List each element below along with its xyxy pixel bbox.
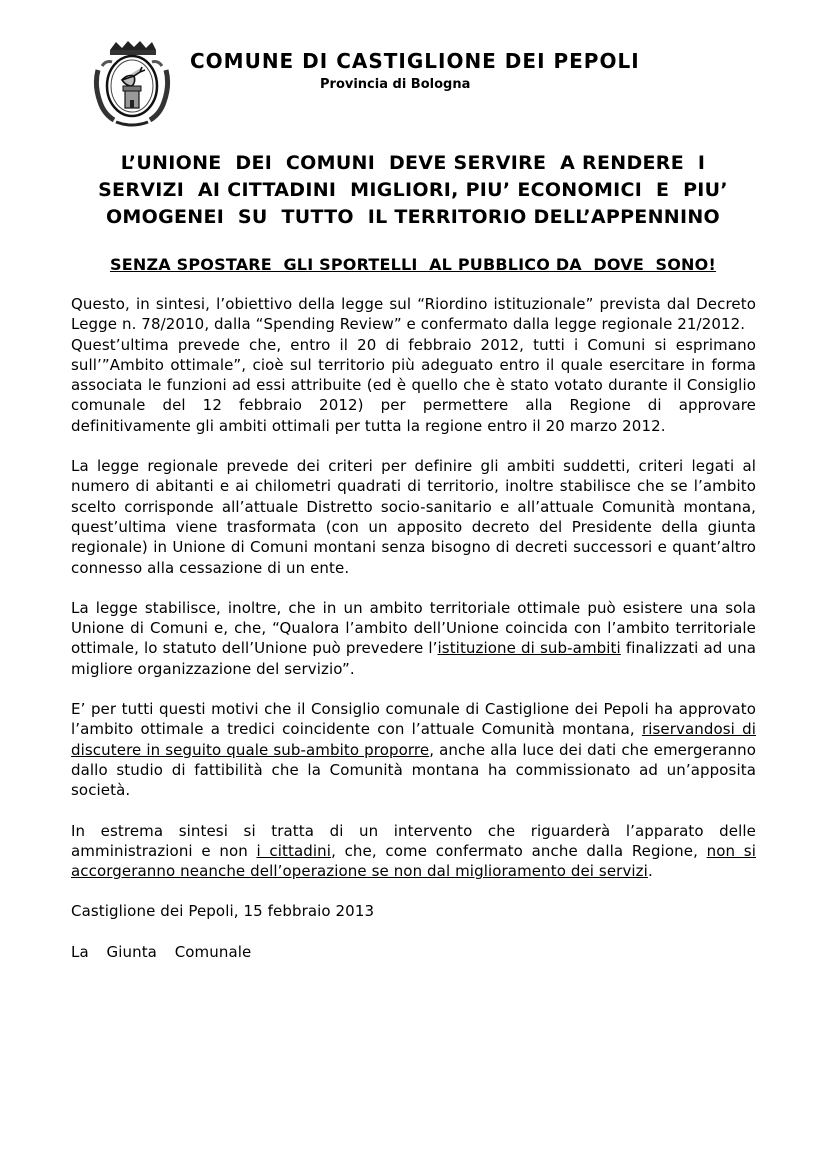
paragraph-5-text-a: E’ per tutti questi motivi che il Consiglio comunale di Castiglione dei Pepoli ha approvato l’ambito ottimale a tredici coincidente con l’attuale Comunità montana, (71, 700, 756, 739)
headline-line-2: SERVIZI AI CITTADINI MIGLIORI, PIU’ ECONOMICI E PIU’ (98, 179, 728, 201)
paragraph-4 (71, 598, 756, 679)
paragraph-6-text-b: , che, come confermato anche dalla Regione, (331, 841, 707, 860)
underlined-phrase-sub-ambiti: istituzione di sub-ambiti (437, 639, 621, 658)
paragraph-2: Quest’ultima prevede che, entro il 20 di febbraio 2012, tutti i Comuni si esprimano sull’”Ambito ottimale”, cioè sul territorio più adeguato entro il quale esercitare in forma associata le funzioni ad essi attribuite (ed è quello che è stato votato durante il Consiglio comunale del 12 febbraio 2012) per permettere alla Regione di approvare definitivamente gli ambiti ottimali per tutta la regione entro il 20 marzo 2012. (71, 335, 756, 435)
paragraph-3: La legge regionale prevede dei criteri per definire gli ambiti suddetti, criteri legati al numero di abitanti e ai chilometri quadrati di territorio, inoltre stabilisce che se l’ambito scelto corrisponde all’attuale Distretto socio-sanitario e all’attuale Comunità montana, quest’ultima viene trasformata (con un apposito decreto del Presidente della giunta regionale) in Unione di Comuni montani senza bisogno di decreti successori e quant’altro connesso alla cessazione di un ente. (71, 457, 756, 577)
paragraph-5-text-b: , anche alla luce dei dati che emergeranno dallo studio di fattibilità che la Comunità montana ha commissionato ad un’apposita società. (71, 740, 756, 800)
paragraph-6-text-a: In estrema sintesi si tratta di un intervento che riguarderà l’apparato delle amministrazioni e non (71, 821, 756, 860)
paragraph-5 (71, 699, 756, 800)
paragraph-6 (71, 821, 756, 882)
paragraph-4-text-a: La legge stabilisce, inoltre, che in un ambito territoriale ottimale può esistere una sola Unione di Comuni e, che, “Qualora l’ambito dell’Unione coincida con l’ambito territoriale ottimale, lo statuto dell’Unione può prevedere l’ (71, 598, 756, 658)
headline-line-3: OMOGENEI SU TUTTO IL TERRITORIO DELL’APPENNINO (105, 206, 721, 228)
document-date: Castiglione dei Pepoli, 15 febbraio 2013 (71, 902, 375, 921)
province-name: Provincia di Bologna (320, 77, 471, 92)
paragraph-6-text-c: . (647, 862, 653, 881)
document-body (71, 294, 756, 982)
signature: La Giunta Comunale (71, 942, 252, 961)
headline-line-1: L’UNIONE DEI COMUNI DEVE SERVIRE A RENDERE I (120, 152, 706, 174)
underlined-phrase-riservandosi: riservandosi di discutere in seguito quale sub-ambito proporre (71, 720, 756, 759)
municipal-coat-of-arms-icon (92, 40, 172, 128)
subtitle: SENZA SPOSTARE GLI SPORTELLI AL PUBBLICO DA DOVE SONO! (110, 255, 716, 274)
underlined-phrase-servizi: non si accorgeranno neanche dell’operazione se non dal miglioramento dei servizi (71, 841, 756, 881)
municipality-name: COMUNE DI CASTIGLIONE DEI PEPOLI (190, 49, 640, 73)
paragraph-4-text-b: finalizzati ad una migliore organizzazione del servizio”. (71, 639, 756, 678)
underlined-phrase-cittadini: i cittadini (256, 841, 332, 860)
headline (70, 150, 756, 231)
paragraph-1: Questo, in sintesi, l’obiettivo della legge sul “Riordino istituzionale” prevista dal Decreto Legge n. 78/2010, dalla “Spending Review” e confermato dalla legge regionale 21/2012. (71, 295, 756, 334)
